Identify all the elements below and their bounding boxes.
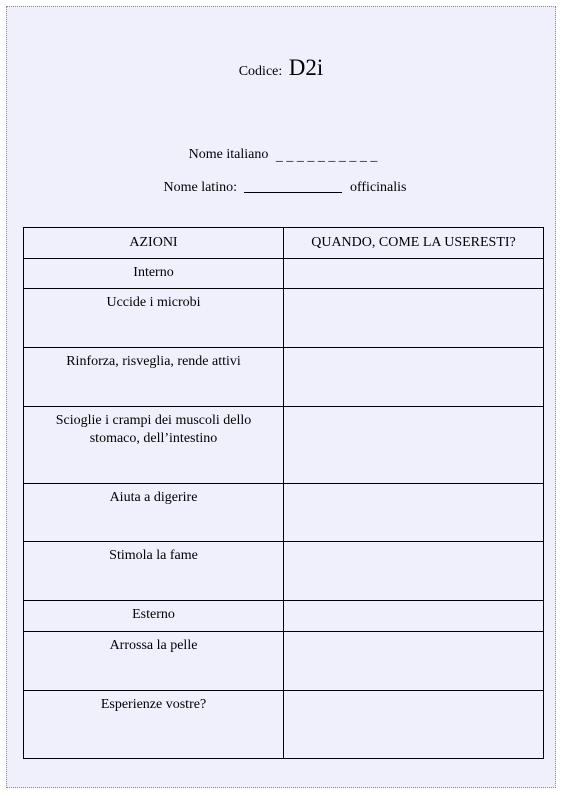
action-cell: Aiuta a digerire	[24, 484, 284, 542]
table-row	[24, 259, 544, 289]
column-header-usage: QUANDO, COME LA USERESTI?	[284, 228, 544, 259]
answer-cell[interactable]	[284, 601, 544, 632]
table-row	[24, 407, 544, 484]
table-row	[24, 484, 544, 542]
action-cell: Scioglie i crampi dei muscoli dello stomaco, dell’intestino	[24, 407, 284, 484]
table-row	[24, 691, 544, 759]
latin-name-suffix: officinalis	[349, 180, 407, 195]
action-cell: Stimola la fame	[24, 542, 284, 601]
latin-name-blank	[244, 191, 342, 193]
answer-cell[interactable]	[284, 691, 544, 759]
answer-cell[interactable]	[284, 259, 544, 289]
action-cell: Uccide i microbi	[24, 289, 284, 348]
italian-name-label: Nome italiano	[188, 147, 269, 162]
worksheet-page	[6, 6, 556, 788]
answer-cell[interactable]	[284, 484, 544, 542]
column-header-actions: AZIONI	[24, 228, 284, 259]
action-cell: Rinforza, risveglia, rende attivi	[24, 348, 284, 407]
answer-cell[interactable]	[284, 289, 544, 348]
table-row	[24, 601, 544, 632]
table-header-row	[24, 228, 544, 259]
answer-cell[interactable]	[284, 632, 544, 691]
action-cell: Arrossa la pelle	[24, 632, 284, 691]
code-value: D2i	[288, 55, 324, 80]
table-row	[24, 348, 544, 407]
action-cell: Interno	[24, 259, 284, 289]
answer-cell[interactable]	[284, 542, 544, 601]
actions-table	[23, 227, 544, 759]
italian-name-field	[7, 147, 555, 163]
table-row	[24, 632, 544, 691]
code-label: Codice:	[238, 64, 283, 79]
answer-cell[interactable]	[284, 407, 544, 484]
action-cell: Esperienze vostre?	[24, 691, 284, 759]
action-cell: Esterno	[24, 601, 284, 632]
table-row	[24, 289, 544, 348]
code-line	[7, 55, 555, 81]
latin-name-field	[7, 180, 555, 196]
italian-name-blanks: _ _ _ _ _ _ _ _ _ _	[275, 149, 378, 164]
table-row	[24, 542, 544, 601]
latin-name-label: Nome latino:	[163, 180, 237, 195]
answer-cell[interactable]	[284, 348, 544, 407]
